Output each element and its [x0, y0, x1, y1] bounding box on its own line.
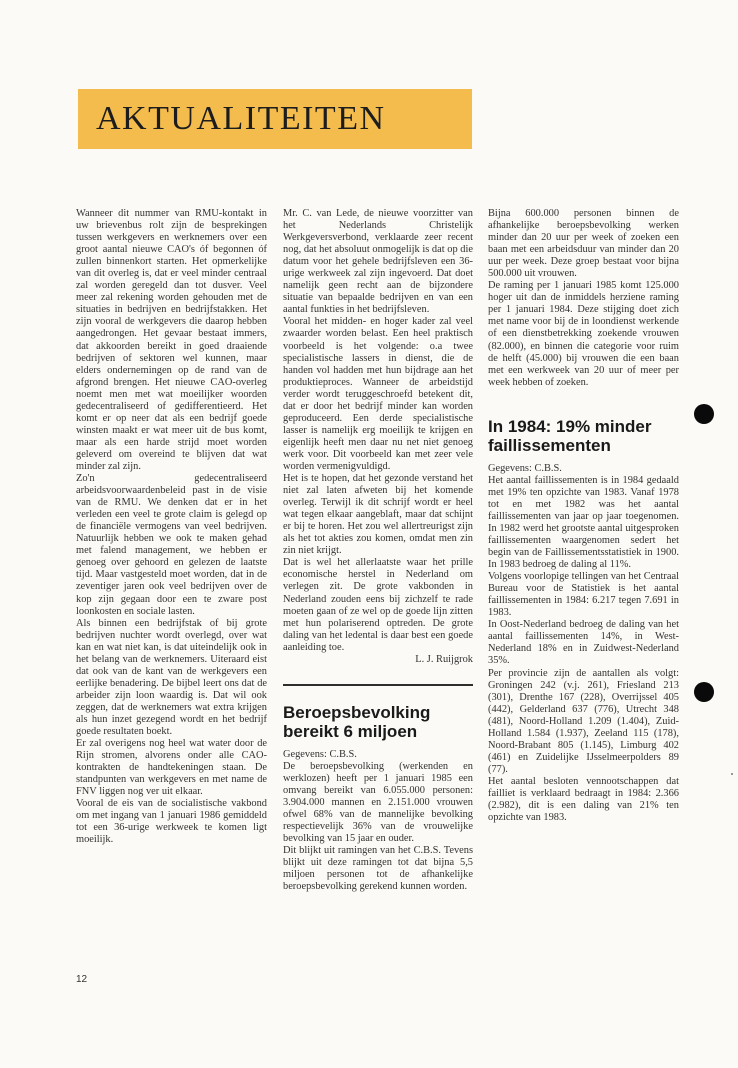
article-paragraph: Het aantal faillissementen is in 1984 gedaald met 19% ten opzichte van 1983. Vanaf 1978 tot en met 1982 was het aantal faillissementen van jaar op jaar toegenomen. In 1982 werd het grootste aantal uitgesproken faillissementen waargenomen sedert het begin van de Faillissementsstatistiek in 1900. In 1983 bedroeg de daling al 11%.: [488, 474, 679, 571]
column-2: [283, 208, 473, 893]
article-paragraph: In Oost-Nederland bedroeg de daling van het aantal faillissementen 14%, in West-Nederland 18% en in Zuidwest-Nederland 35%.: [488, 619, 679, 667]
punch-hole: [694, 682, 714, 702]
article-paragraph: Dat is wel het allerlaatste waar het prille economische herstel in Nederland om verlegen zit. De grote vakbonden in Nederland zouden eens bij zichzelf te rade moeten gaan of ze wel op de goede lijn zitten met hun polariserend optreden. De grote daling van het ledental is daar best een goede aanleiding toe.: [283, 557, 473, 653]
section-divider: [283, 684, 473, 686]
workforce-heading: Beroepsbevolking bereikt 6 miljoen: [283, 702, 431, 741]
article-paragraph: Per provincie zijn de aantallen als volgt: Groningen 242 (v.j. 261), Friesland 213 (301), Drenthe 167 (228), Overrijssel 405 (442), Gelderland 637 (776), Utrecht 348 (481), Noord-Holland 1.209 (1.404), Zuid-Holland 1.584 (1.937), Zeeland 115 (178), Noord-Brabant 805 (1.145), Limburg 402 (461) en Zuidelijke IJsselmeerpolders 89 (77).: [488, 667, 679, 775]
article-paragraph: Vooral de eis van de socialistische vakbond om met ingang van 1 januari 1986 gemiddeld tot een 36-urige werkweek te komen ligt moeilijk.: [76, 798, 267, 846]
article-paragraph: Wanneer dit nummer van RMU-kontakt in uw brievenbus rolt zijn de besprekingen tussen werkgevers en werknemers over een groot aantal nieuwe CAO's óf begonnen óf zullen binnenkort starten. Het opmerkelijke van dit overleg is, dat er veel minder centraal zal worden geregeld dan tot dusver. Veel meer zal rekening worden gehouden met de situaties in bedrijven en bedrijfstakken. Het zijn vooral de werkgevers die daarop hebben aangedrongen. Het gevaar bestaat immers, dat akkoorden bereikt in goed draaiende bedrijven of sektoren wel kunnen, maar elders ondernemingen op de rand van de afgrond brengen. Het nieuwe CAO-overleg noemt men met wat moeilijker woorden gedecentraliseerd of gedifferentieerd. Het komt er op neer dat als een bedrijf goede winsten maakt er wat meer uit de bus komt, maar als een harde strijd moet worden geleverd om overeind te blijven dat wat minder zal zijn.: [76, 208, 267, 472]
section-banner: [78, 89, 472, 149]
scan-speck: [731, 773, 733, 775]
column-3: [488, 208, 679, 824]
article-paragraph: Zo'n gedecentraliseerd arbeidsvoorwaardenbeleid past in de visie van de RMU. We denken dat er in het verleden een veel te grote claim is gelegd op de financiële vermogens van veel bedrijven. Natuurlijk hebben we ook te maken gehad met falend management, we hebben er genoeg over gehoord en gelezen de laatste tijd. Maar vastgesteld moet worden, dat in de zeventiger jaren ook veel bedrijven over de kop zijn gegaan door een te zware post loonkosten en sociale lasten.: [76, 473, 267, 617]
article-paragraph: De beroepsbevolking (werkenden en werklozen) heeft per 1 januari 1985 een omvang bereikt van 6.055.000 personen: 3.904.000 mannen en 2.151.000 vrouwen ofwel 68% van de mannelijke bevolking respectievelijk 36% van de vrouwelijke bevolking van 15 jaar en ouder.: [283, 760, 473, 845]
source-line: Gegevens: C.B.S.: [488, 462, 562, 474]
article-paragraph: Volgens voorlopige tellingen van het Centraal Bureau voor de Statistiek is het aantal faillissementen in 1984: 6.217 tegen 7.691 in 1983.: [488, 571, 679, 619]
source-line: Gegevens: C.B.S.: [283, 748, 357, 760]
section-title: AKTUALITEITEN: [96, 100, 386, 137]
punch-hole: [694, 404, 714, 424]
article-paragraph: Het aantal besloten vennootschappen dat failliet is verklaard bedraagt in 1984: 2.366 (2.982), dit is een daling van 21% ten opzichte van 1983.: [488, 775, 679, 824]
column-1: [76, 208, 267, 846]
article-paragraph: Vooral het midden- en hoger kader zal veel zwaarder worden belast. Een heel praktisch voorbeeld is het volgende: o.a twee specialistische lassers in dienst, die de handen vol hadden met hun bijdrage aan het produktieproces. Wanneer de arbeidstijd verder wordt teruggeschroefd betekent dit, dat er door het bedrijf minder kan worden geproduceerd. Een derde specialistische lasser is namelijk erg moeilijk te krijgen en eigenlijk heeft men daar nu net niet genoeg werk voor. Dit voorbeeld kan met zeer vele worden vermenigvuldigd.: [283, 316, 473, 472]
article-paragraph: Mr. C. van Lede, de nieuwe voorzitter van het Nederlands Christelijk Werkgeversverbond, verklaarde zeer recent nog, dat het absoluut onmogelijk is dat op die datum voor het gehele bedrijfsleven een 36-urige werkweek zal zijn ingevoerd. Dat doet namelijk geen recht aan de bijzondere situatie van bepaalde bedrijven en van een aantal funkties in het bedrijfsleven.: [283, 208, 473, 316]
article-paragraph: Dit blijkt uit ramingen van het C.B.S. Tevens blijkt uit deze ramingen tot dat bijna 5,5 miljoen personen tot de afhankelijke beroepsbevolking gerekend kunnen worden.: [283, 845, 473, 893]
page-number: 12: [76, 974, 88, 985]
article-paragraph: Bijna 600.000 personen binnen de afhankelijke beroepsbevolking werken minder dan 20 uur per week of zoeken een baan met een arbeidsduur van minder dan 20 uur per week. Deze groep bestaat voor bijna 500.000 uit vrouwen.: [488, 208, 679, 280]
bankruptcies-heading: In 1984: 19% minder faillissementen: [488, 416, 652, 455]
article-paragraph: De raming per 1 januari 1985 komt 125.000 hoger uit dan de inmiddels herziene raming per 1 januari 1984. Deze stijging doet zich met name voor bij de in loondienst werkende of een dienstbetrekking zoekende vrouwen (82.000), en binnen die categorie voor ruim de helft (45.000) bij vrouwen die een baan met een werkweek van 20 uur of meer per week hebben of zoeken.: [488, 280, 679, 388]
article-paragraph: Er zal overigens nog heel wat water door de Rijn stromen, alvorens onder alle CAO-kontrakten de handtekeningen staan. De standpunten van werkgevers en met name de FNV liggen nog ver uit elkaar.: [76, 738, 267, 798]
article-paragraph: Het is te hopen, dat het gezonde verstand het niet zal laten afweten bij het komende overleg. Terwijl ik dit schrijf wordt er heel wat tegen elkaar aangeblaft, maar dat schijnt er bij te horen. Het zou wel allertreurigst zijn als het tot akties zou komen, omdat men zin zin niet krijgt.: [283, 473, 473, 557]
author-signature: L. J. Ruijgrok: [415, 653, 473, 665]
article-paragraph: Als binnen een bedrijfstak of bij grote bedrijven nuchter wordt overlegd, over wat kan en wat niet kan, is dat uiteindelijk ook in het belang van de werknemers. Uiteraard eist dat ook van de kant van de werkgevers een eerlijke benadering. De bijbel leert ons dat de arbeider zijn loon waardig is. Dat wil ook zeggen, dat de werknemers wat extra krijgen als hun inzet gezegend wordt en het bedrijf goede resultaten boekt.: [76, 617, 267, 738]
